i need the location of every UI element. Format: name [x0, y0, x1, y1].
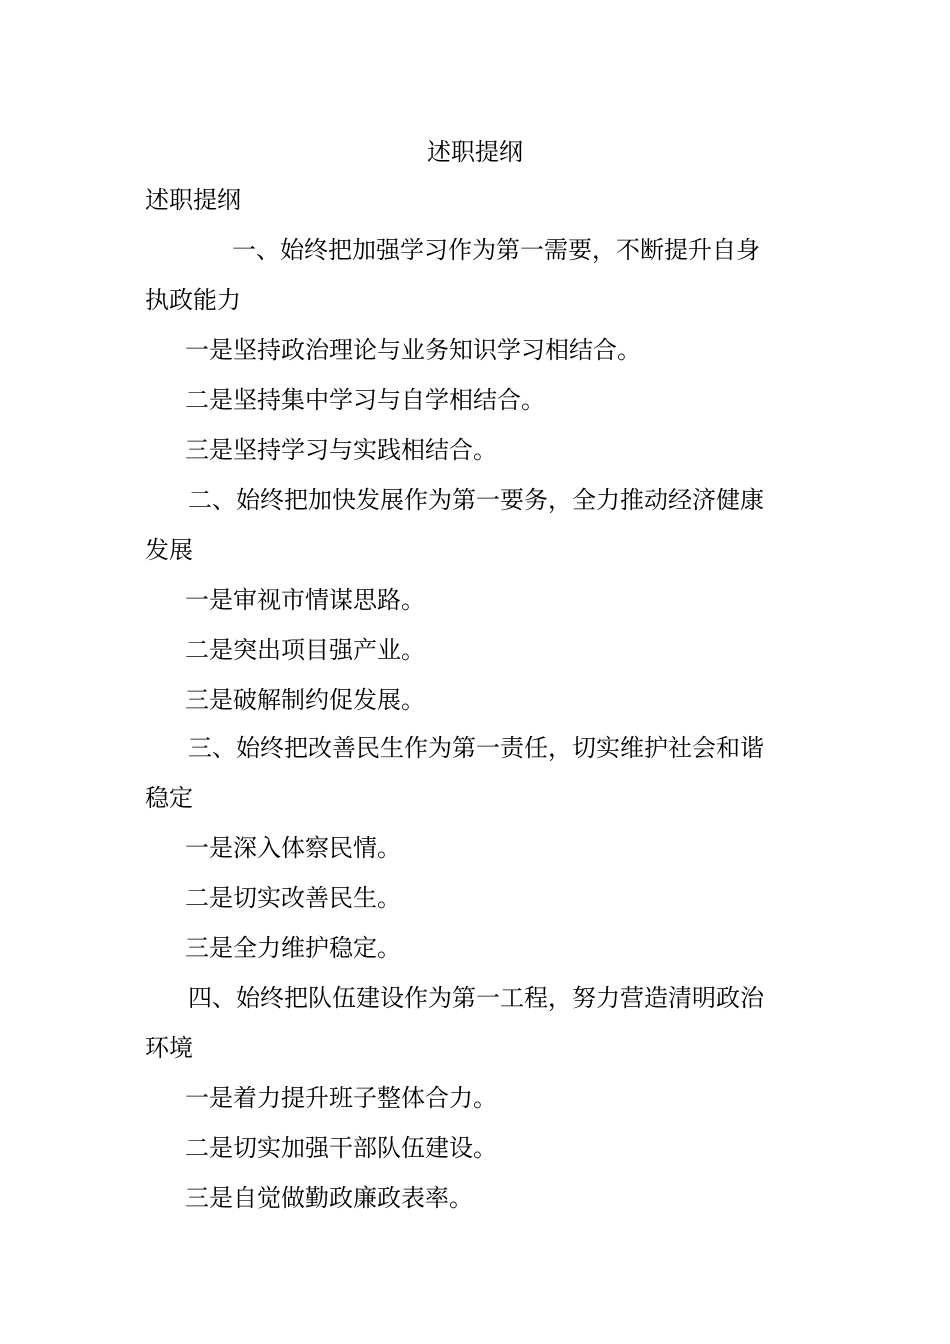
section-3-heading-line2: 稳定	[145, 784, 193, 812]
section-1-item-1: 一是坚持政治理论与业务知识学习相结合。	[185, 336, 641, 364]
document-subtitle: 述职提纲	[145, 186, 241, 214]
section-4-heading-line1: 四、始终把队伍建设作为第一工程，努力营造清明政治	[188, 984, 764, 1012]
document-title: 述职提纲	[427, 138, 523, 166]
section-3-item-2: 二是切实改善民生。	[185, 884, 401, 912]
section-1-heading-line2: 执政能力	[145, 286, 241, 314]
section-3-item-1: 一是深入体察民情。	[185, 834, 401, 862]
section-4-item-3: 三是自觉做勤政廉政表率。	[185, 1184, 473, 1212]
section-2-item-3: 三是破解制约促发展。	[185, 686, 425, 714]
section-4-heading-line2: 环境	[145, 1034, 193, 1062]
section-2-item-1: 一是审视市情谋思路。	[185, 586, 425, 614]
section-4-item-1: 一是着力提升班子整体合力。	[185, 1084, 497, 1112]
section-1-heading-line1: 一、始终把加强学习作为第一需要，不断提升自身	[232, 236, 760, 264]
section-2-item-2: 二是突出项目强产业。	[185, 636, 425, 664]
section-2-heading-line2: 发展	[145, 536, 193, 564]
section-4-item-2: 二是切实加强干部队伍建设。	[185, 1134, 497, 1162]
section-3-item-3: 三是全力维护稳定。	[185, 934, 401, 962]
section-1-item-3: 三是坚持学习与实践相结合。	[185, 436, 497, 464]
section-2-heading-line1: 二、始终把加快发展作为第一要务，全力推动经济健康	[188, 486, 764, 514]
section-1-item-2: 二是坚持集中学习与自学相结合。	[185, 386, 545, 414]
section-3-heading-line1: 三、始终把改善民生作为第一责任，切实维护社会和谐	[188, 734, 764, 762]
